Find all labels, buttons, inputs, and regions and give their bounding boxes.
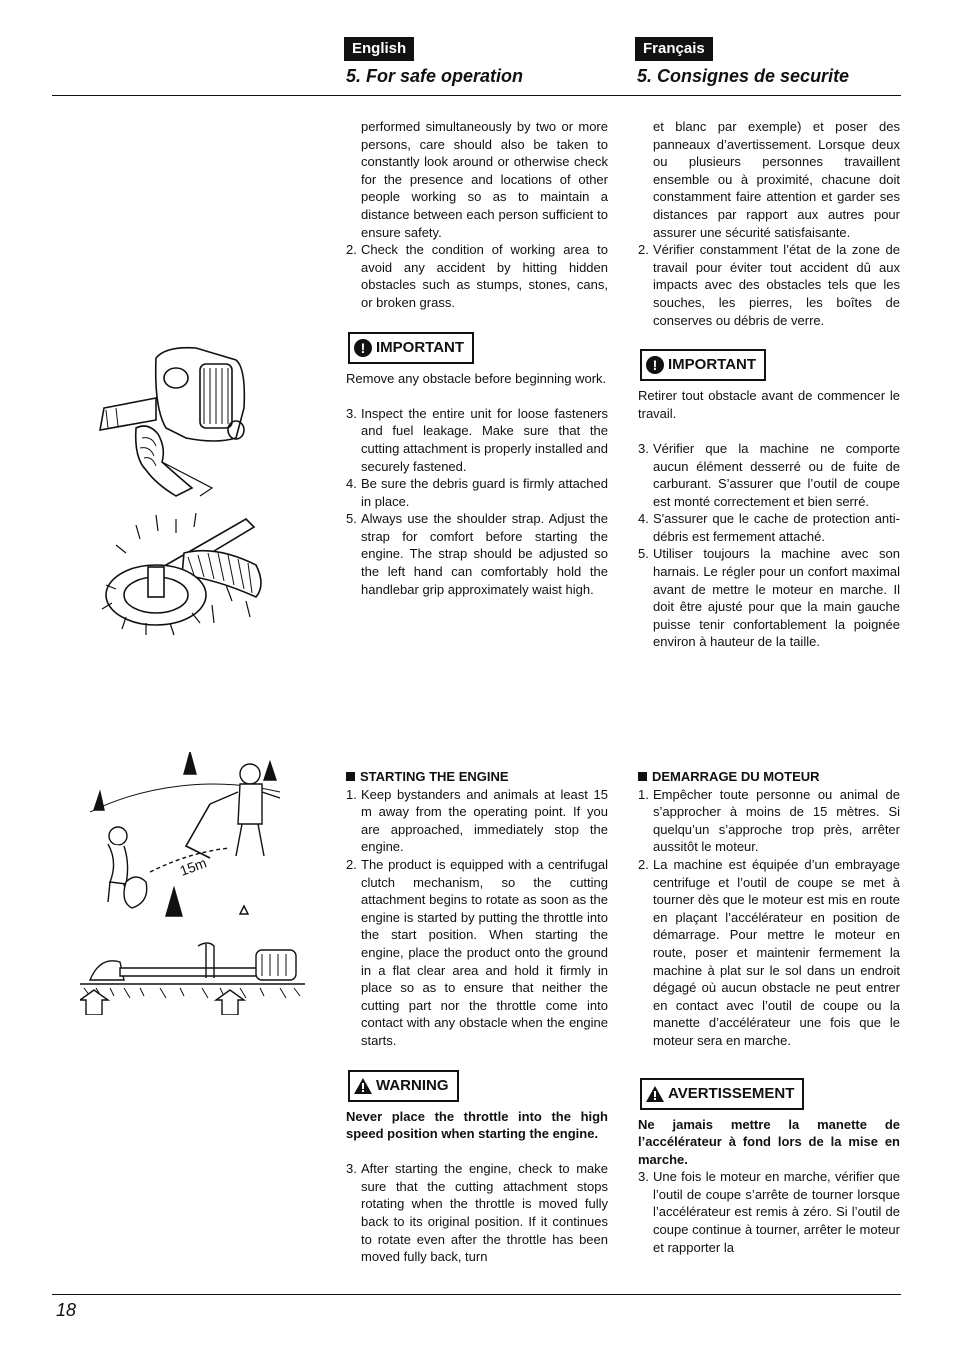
- list-item: 3. Vérifier que la machine ne comporte aucun élément desserré ou de fuite de carburant. S’assurer que l’outil de coupe est monté correctement et bien serré.: [638, 440, 900, 509]
- section-heading: STARTING THE ENGINE: [346, 768, 608, 786]
- french-column-bottom: [638, 768, 900, 1256]
- footer-rule: [52, 1294, 901, 1295]
- square-bullet-icon: [638, 772, 647, 781]
- list-item: 4. Be sure the debris guard is firmly attached in place.: [346, 476, 608, 509]
- important-text: Retirer tout obstacle avant de commencer le travail.: [638, 388, 900, 421]
- section-title-french: 5. Consignes de securite: [637, 66, 850, 86]
- important-box: ! IMPORTANT: [348, 332, 474, 364]
- important-box: ! IMPORTANT: [640, 349, 766, 381]
- warning-text: Never place the throttle into the high speed position when starting the engine.: [346, 1108, 608, 1142]
- important-text: Remove any obstacle before beginning work.: [346, 370, 607, 386]
- french-column-top: [638, 118, 900, 651]
- warning-box: WARNING: [348, 1070, 459, 1102]
- page-number: 18: [56, 1300, 77, 1320]
- trimmer-on-ground-illustration: [80, 940, 305, 1015]
- english-column-bottom: [346, 768, 608, 1266]
- list-item: 2. La machine est équipée d’un embrayage centrifuge et l’outil de coupe se met à tourner dès que le moteur est mis en route en plaçant l’accélérateur en position de démarrage. Pour mettre le moteur en route, poser et maintenir fermement la machine à plat sur le sol dans un endroit dégagé où aucun obstacle ne peut entrer en contact avec l’outil de coupe ou la manette d’accélérateur une fois que le moteur sera en marche.: [638, 856, 900, 1048]
- section-heading: DEMARRAGE DU MOTEUR: [638, 768, 900, 786]
- language-tab-english: English: [344, 37, 414, 61]
- section-title-english: 5. For safe operation: [346, 66, 524, 86]
- list-item: 3. After starting the engine, check to make sure that the cutting attachment stops rotating when the throttle is moved fully back to its original position. If it continues to rotate even after the throttle has been moved fully back, turn: [346, 1161, 608, 1265]
- debris-guard-illustration: [96, 505, 271, 655]
- exclamation-icon: !: [354, 339, 372, 357]
- distance-label: 15m: [177, 854, 209, 879]
- trimmer-engine-illustration: [96, 338, 256, 498]
- list-item: 3. Inspect the entire unit for loose fasteners and fuel leakage. Make sure that the cutting attachment is properly installed and securely fastened.: [346, 405, 608, 474]
- list-item: 1. Empêcher toute personne ou animal de s’approcher à moins de 15 mètres. Si quelqu’un s’approche trop près, arrêter aussitôt le moteur.: [638, 786, 900, 855]
- list-item: 5. Utiliser toujours la machine avec son harnais. Le régler pour un confort maximal avant de mettre le moteur en marche. Il doit être ajusté pour que la main gauche puisse tenir confortablement la poignée environ à hauteur de la taille.: [638, 546, 900, 650]
- warning-triangle-icon: [646, 1086, 664, 1102]
- square-bullet-icon: [346, 772, 355, 781]
- list-item: 3. Une fois le moteur en marche, vérifier que l’outil de coupe s’arrête de tourner lorsque l’accélérateur est remis à zéro. Si l’outil de coupe continue à tourner, arrêter le moteur et rapporter la: [638, 1169, 900, 1255]
- list-item: 1. Keep bystanders and animals at least 15 m away from the operating point. If you are approached, immediately stop the engine.: [346, 786, 608, 855]
- language-tab-french: Français: [635, 37, 713, 61]
- bystander-distance-illustration: [90, 752, 290, 924]
- warning-box: AVERTISSEMENT: [640, 1078, 804, 1110]
- warning-text: Ne jamais mettre la manette de l’accélérateur à fond lors de la mise en marche.: [638, 1116, 900, 1167]
- list-item: 2. Check the condition of working area to avoid any accident by hitting hidden obstacles such as stumps, stones, cans, or broken grass.: [346, 242, 608, 310]
- list-item: 5. Always use the shoulder strap. Adjust the strap for comfort before starting the engine. The strap should be adjusted so the left hand can comfortably hold the handlebar grip approximately waist high.: [346, 511, 608, 597]
- list-item: 2. The product is equipped with a centrifugal clutch mechanism, so the cutting attachment begins to rotate as soon as the engine is started by putting the throttle into the start position. When starting the engine, place the product onto the ground in a flat clear area and hold it firmly in place so as to ensure that neither the cutting part nor the throttle come into contact with any obstacle when the engine starts.: [346, 856, 608, 1048]
- paragraph-continued: performed simultaneously by two or more persons, care should also be taken to constantly look around or otherwise check for the presence and locations of other people working so as to maintain a distance between each person sufficient to ensure safety.: [361, 119, 608, 240]
- list-item: 2. Vérifier constamment l’état de la zone de travail pour éviter tout accident dû aux impacts avec des obstacles tels que les souches, les pierres, les boîtes de conserves ou débris de verre.: [638, 242, 900, 328]
- english-column-top: [346, 118, 608, 598]
- list-item: 4. S'assurer que le cache de protection anti-débris est fermement attaché.: [638, 511, 900, 544]
- exclamation-icon: !: [646, 356, 664, 374]
- header-rule: [52, 95, 901, 96]
- paragraph-continued: et blanc par exemple) et poser des panneaux d’avertissement. Lorsque deux ou plusieurs personnes travaillent ensemble ou à proximité, chacune doit constamment faire attention et garder ses distances par rapport aux autres pour assurer une sécurité satisfaisante.: [653, 119, 900, 240]
- warning-triangle-icon: [354, 1078, 372, 1094]
